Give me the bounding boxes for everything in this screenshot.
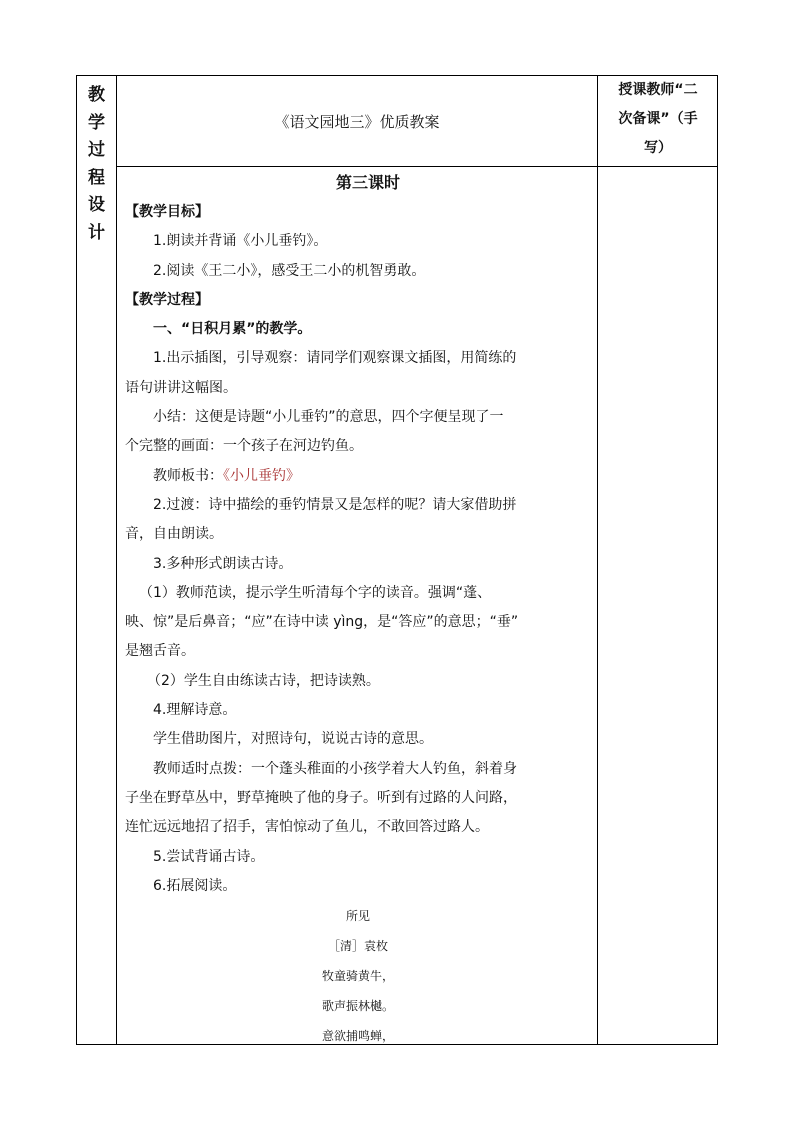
side-label-char: 过 [88,140,105,160]
board-line [125,462,591,491]
column-divider-left [116,76,117,1044]
section-heading: 一、“日积月累”的教学。 [153,321,312,338]
side-label-char: 教 [88,85,105,105]
paragraph-line: （1）教师范读，提示学生听清每个字的读音。强调“蓬、 [139,584,492,601]
paragraph-line: 3.多种形式朗读古诗。 [153,555,293,572]
side-label-char: 程 [88,167,105,188]
side-label-char: 学 [88,112,105,133]
poem-line: 牧童骑黄牛， [321,969,394,984]
paragraph-line: 小结：这便是诗题“小儿垂钓”的意思，四个字便呈现了一 [153,409,504,426]
paragraph-line: 音，自由朗读。 [125,526,223,543]
poem-block [125,901,591,1051]
column-divider-right [597,76,598,1044]
paragraph-line: 6.拓展阅读。 [153,877,237,894]
objective-item: 2.阅读《王二小》，感受王二小的机智勇敢。 [153,262,426,279]
paragraph-line: 教师适时点拨：一个蓬头稚面的小孩学着大人钓鱼，斜着身 [153,760,517,777]
board-text: 《小儿垂钓》 [223,467,300,484]
poem-author: ［清］袁枚 [327,939,388,954]
poem-title: 所见 [345,909,370,924]
paragraph-line: 1.出示插图，引导观察：请同学们观察课文插图，用简练的 [153,350,517,367]
paragraph-line: （2）学生自由练读古诗，把诗读熟。 [147,672,380,689]
poem-line: 歌声振林樾。 [321,999,394,1014]
paragraph-line: 4.理解诗意。 [153,702,237,719]
paragraph-line: 2.过渡：诗中描绘的垂钓情景又是怎样的呢？请大家借助拼 [153,496,517,513]
process-heading: 【教学过程】 [125,291,209,308]
paragraph-line: 连忙远远地招了招手，害怕惊动了鱼儿，不敢回答过路人。 [125,819,489,836]
teacher-header-line: 授课教师“二 [618,82,698,98]
teacher-column-header [598,76,718,166]
side-label-char: 设 [88,195,105,215]
paragraph-line: 子坐在野草丛中，野草掩映了他的身子。听到有过路的人问路， [125,789,517,806]
board-label: 教师板书： [153,467,223,484]
paragraph-line: 是翘舌音。 [125,643,195,660]
paragraph-line: 语句讲讲这幅图。 [125,379,237,396]
document-title: 《语文园地三》优质教案 [274,112,440,131]
lesson-title: 第三课时 [335,173,400,192]
side-label-char: 计 [88,222,105,243]
lesson-content [125,168,591,1051]
paragraph-line: 5.尝试背诵古诗。 [153,848,265,865]
poem-line: 意欲捕鸣蝉， [321,1029,394,1044]
teacher-header-line: 写） [644,140,672,156]
header-divider [116,166,717,167]
objectives-heading: 【教学目标】 [125,204,209,220]
objective-item: 1.朗读并背诵《小儿垂钓》。 [153,233,328,250]
paragraph-line: 映、惊”是后鼻音；“应”在诗中读 yìng，是“答应”的意思；“垂” [125,614,519,631]
lesson-plan-table [76,75,718,1045]
paragraph-line: 学生借助图片，对照诗句，说说古诗的意思。 [153,731,433,748]
side-label [77,76,116,252]
paragraph-line: 个完整的画面：一个孩子在河边钓鱼。 [125,438,363,455]
teacher-header-line: 次备课”（手 [618,111,698,127]
